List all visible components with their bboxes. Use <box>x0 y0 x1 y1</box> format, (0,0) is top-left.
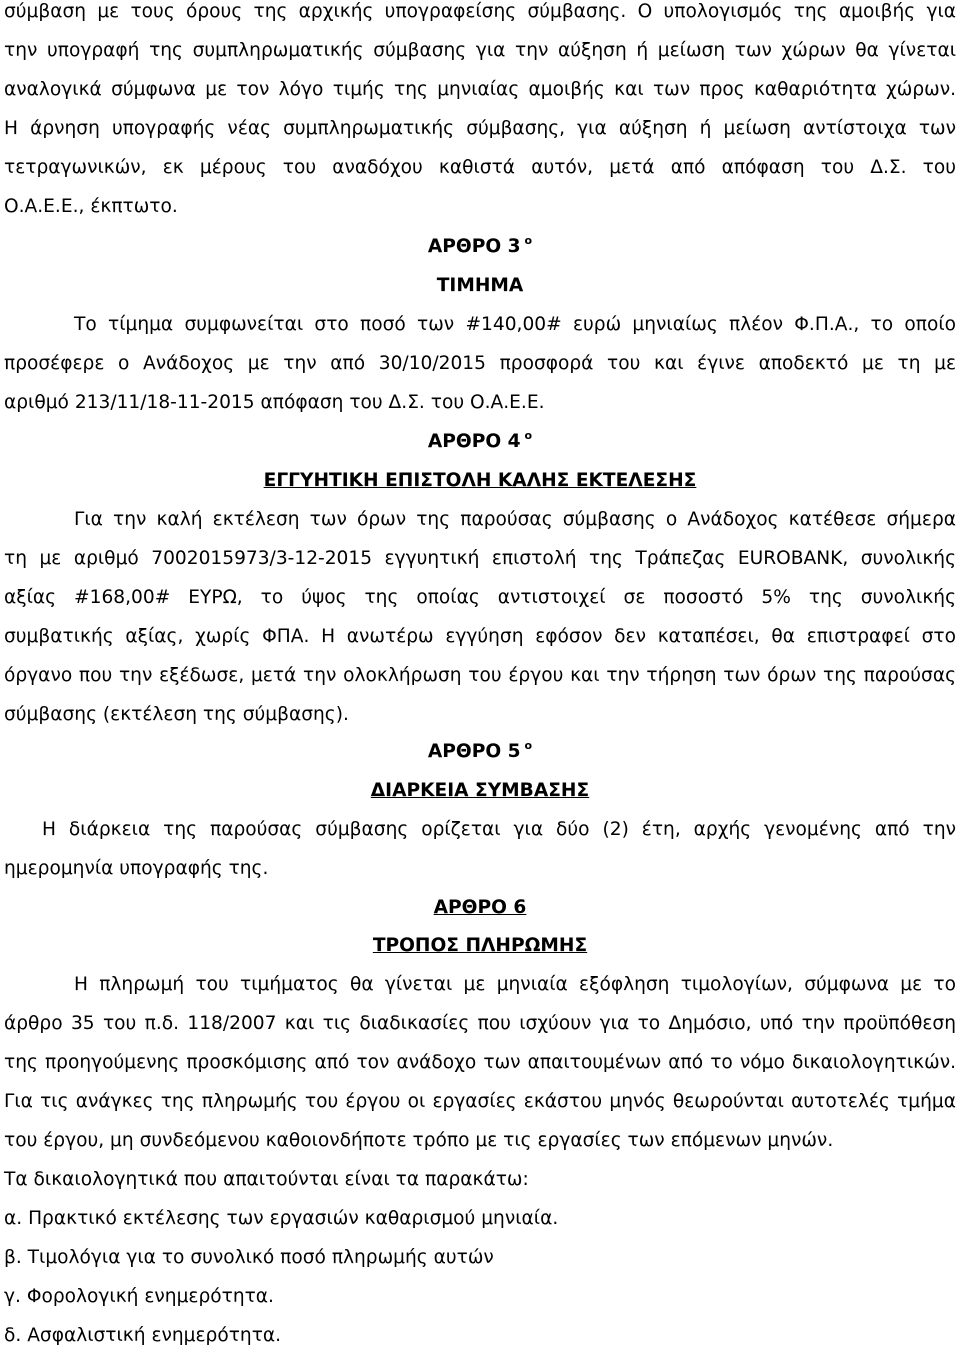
article-5-line-2: ημερομηνία υπογραφής της. <box>4 858 269 879</box>
intro-line-3: αναλογικά σύμφωνα με τον λόγο τιμής της μηνιαίας αμοιβής και των προς καθαριότητα χώρων. <box>4 79 956 100</box>
article-6-line-5: του έργου, μη συνδεόμενου καθοιονδήποτε τρόπο με τις εργασίες των επόμενων μηνών. <box>4 1130 834 1151</box>
article-5-heading-sup: ο <box>524 739 533 752</box>
article-4-line-5: όργανο που την εξέδωσε, μετά την ολοκλήρωση του έργου και την τήρηση των όρων της παρούσας <box>4 665 956 686</box>
article-3-title: ΤΙΜΗΜΑ <box>436 275 524 296</box>
article-5-heading-text: ΑΡΘΡΟ 5 <box>427 741 521 762</box>
article-3-heading-text: ΑΡΘΡΟ 3 <box>427 236 521 257</box>
article-4-heading-sup: ο <box>524 429 533 442</box>
article-4-title: ΕΓΓΥΗΤΙΚΗ ΕΠΙΣΤΟΛΗ ΚΑΛΗΣ ΕΚΤΕΛΕΣΗΣ <box>263 470 697 491</box>
article-6-line-6: Τα δικαιολογητικά που απαιτούνται είναι τα παρακάτω: <box>4 1169 529 1190</box>
article-4-line-2: τη με αριθμό 7002015973/3-12-2015 εγγυητική επιστολή της Τράπεζας EUROBANK, συνολικής <box>4 548 956 569</box>
article-6-list-item-c: γ. Φορολογική ενημερότητα. <box>4 1286 274 1307</box>
intro-line-6: Ο.Α.Ε.Ε., έκπτωτο. <box>4 196 178 217</box>
article-4-line-3: αξίας #168,00# ΕΥΡΩ, το ύψος της οποίας αντιστοιχεί σε ποσοστό 5% της συνολικής <box>4 587 956 608</box>
article-6-heading: ΑΡΘΡΟ 6 <box>433 897 527 918</box>
article-3-heading-sup: ο <box>524 234 533 247</box>
article-6-list-item-a: α. Πρακτικό εκτέλεσης των εργασιών καθαρισμού μηνιαία. <box>4 1208 559 1229</box>
article-5-heading <box>0 741 960 765</box>
article-4-heading <box>0 431 960 455</box>
article-6-line-4: Για τις ανάγκες της πληρωμής του έργου οι εργασίες εκάστου μηνός θεωρούνται αυτοτελές τμήμα <box>4 1091 956 1112</box>
article-5-title: ΔΙΑΡΚΕΙΑ ΣΥΜΒΑΣΗΣ <box>370 780 590 801</box>
article-3-heading <box>0 236 960 260</box>
article-4-line-6: σύμβασης (εκτέλεση της σύμβασης). <box>4 704 349 725</box>
article-6-list-item-b: β. Τιμολόγια για το συνολικό ποσό πληρωμής αυτών <box>4 1247 494 1268</box>
article-4-heading-text: ΑΡΘΡΟ 4 <box>427 431 521 452</box>
article-6-list-item-d: δ. Ασφαλιστική ενημερότητα. <box>4 1325 282 1346</box>
article-6-line-3: της προηγούμενης προσκόμισης από τον ανάδοχο των απαιτουμένων από το νόμο δικαιολογητικών. <box>4 1052 956 1073</box>
article-6-line-2: άρθρο 35 του π.δ. 118/2007 και τις διαδικασίες που ισχύουν για το Δημόσιο, υπό την προϋπόθεση <box>4 1013 956 1034</box>
article-6-line-1: Η πληρωμή του τιμήματος θα γίνεται με μηνιαία εξόφληση τιμολογίων, σύμφωνα με το <box>74 974 956 995</box>
intro-line-4: Η άρνηση υπογραφής νέας συμπληρωματικής σύμβασης, για αύξηση ή μείωση αντίστοιχα των <box>4 118 956 139</box>
intro-line-5: τετραγωνικών, εκ μέρους του αναδόχου καθιστά αυτόν, μετά από απόφαση του Δ.Σ. του <box>4 157 956 178</box>
intro-line-1: σύμβαση με τους όρους της αρχικής υπογραφείσης σύμβασης. Ο υπολογισμός της αμοιβής για <box>4 1 956 22</box>
article-3-line-2: προσέφερε ο Ανάδοχος με την από 30/10/2015 προσφορά του και έγινε αποδεκτό με τη με <box>4 353 956 374</box>
article-6-title: ΤΡΟΠΟΣ ΠΛΗΡΩΜΗΣ <box>372 935 588 956</box>
article-3-line-1: Το τίμημα συμφωνείται στο ποσό των #140,00# ευρώ μηνιαίως πλέον Φ.Π.Α., το οποίο <box>74 314 956 335</box>
article-4-line-4: συμβατικής αξίας, χωρίς ΦΠΑ. Η ανωτέρω εγγύηση εφόσον δεν καταπέσει, θα επιστραφεί στο <box>4 626 956 647</box>
article-3-line-3: αριθμό 213/11/18-11-2015 απόφαση του Δ.Σ. του Ο.Α.Ε.Ε. <box>4 392 545 413</box>
article-4-line-1: Για την καλή εκτέλεση των όρων της παρούσας σύμβασης ο Ανάδοχος κατέθεσε σήμερα <box>74 509 956 530</box>
intro-line-2: την υπογραφή της συμπληρωματικής σύμβασης για την αύξηση ή μείωση των χώρων θα γίνεται <box>4 40 956 61</box>
article-5-line-1: Η διάρκεια της παρούσας σύμβασης ορίζεται για δύο (2) έτη, αρχής γενομένης από την <box>42 819 956 840</box>
